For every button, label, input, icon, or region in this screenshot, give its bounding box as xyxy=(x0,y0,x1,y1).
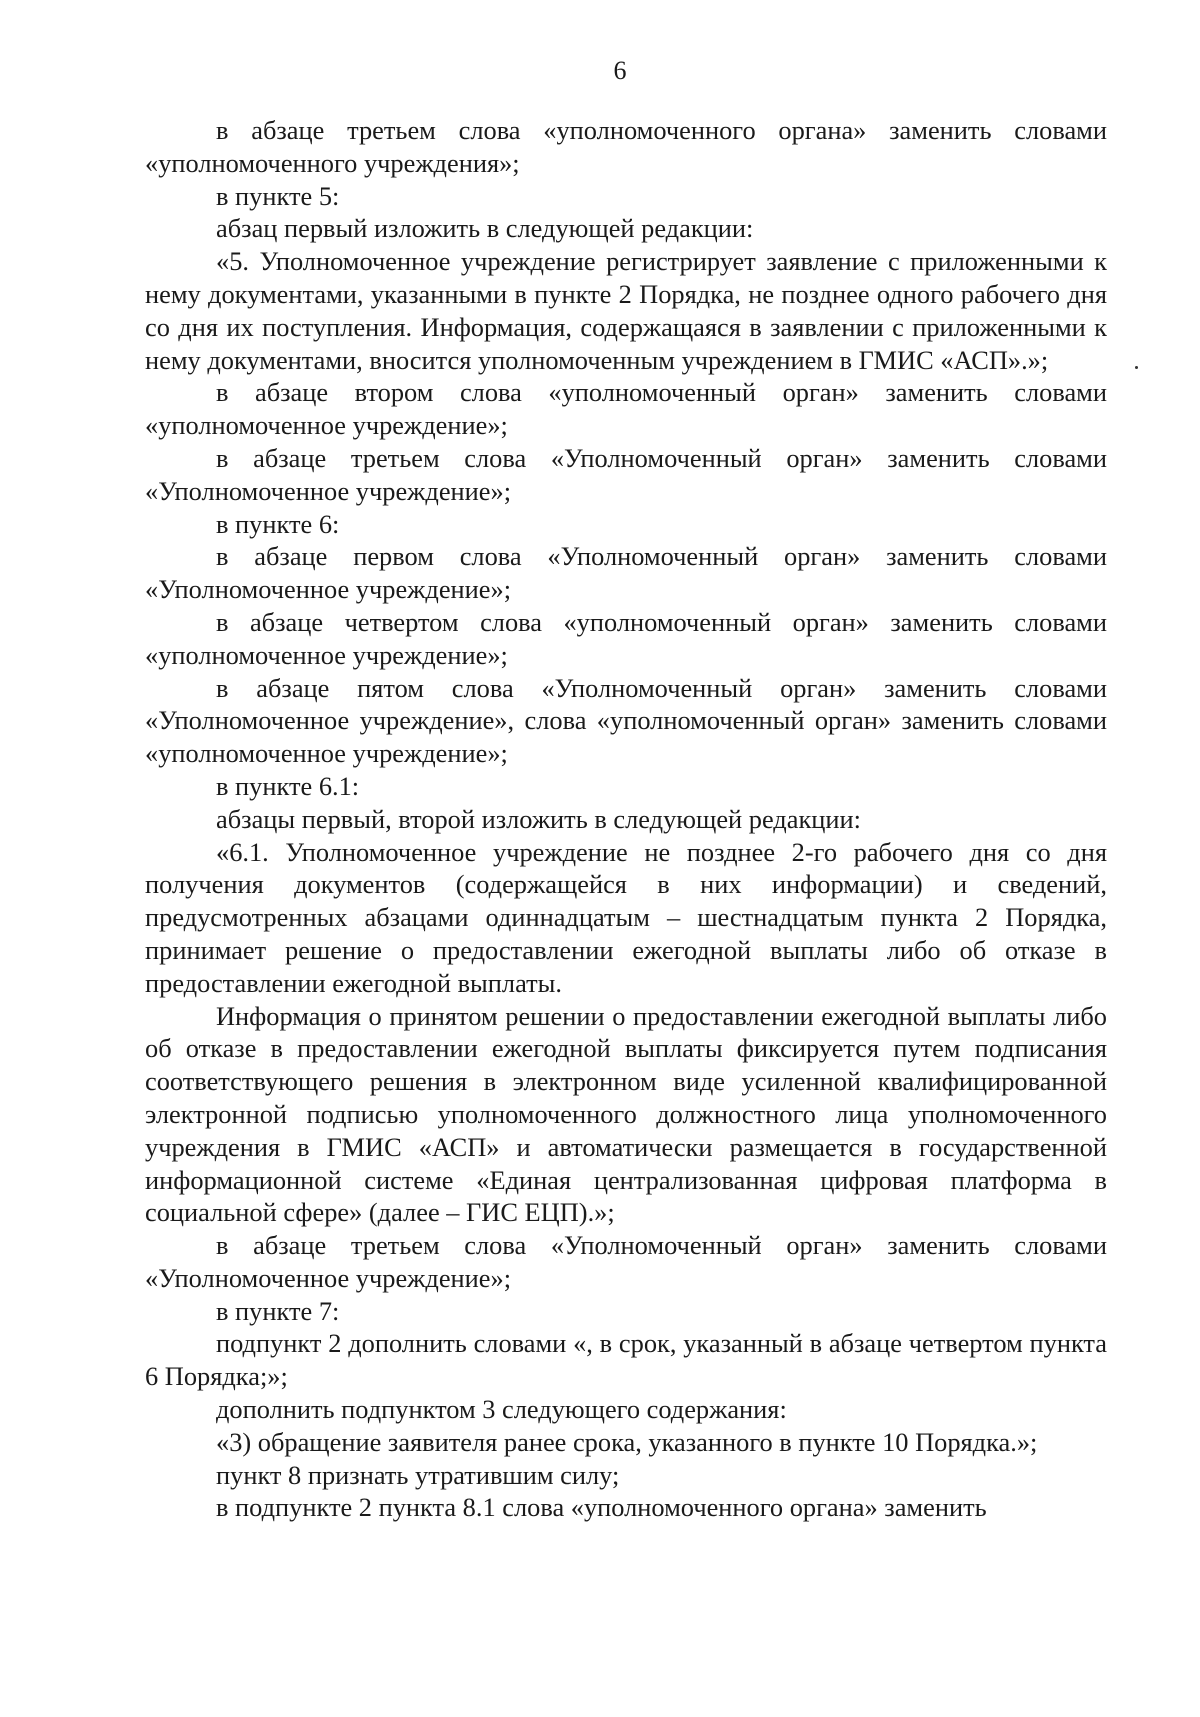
page-number: 6 xyxy=(613,56,627,85)
document-body xyxy=(145,114,1107,1524)
scan-speck xyxy=(1135,366,1138,369)
paragraph: дополнить подпунктом 3 следующего содержания: xyxy=(216,1394,787,1425)
paragraph: в абзаце третьем слова «Уполномоченный орган» заменить словами «Уполномоченное учреждение»; xyxy=(145,1230,1107,1293)
paragraph: пункт 8 признать утратившим силу; xyxy=(216,1459,620,1490)
paragraph: в абзаце третьем слова «уполномоченного органа» заменить словами «уполномоченного учреждения»; xyxy=(145,115,1107,178)
paragraph: в подпункте 2 пункта 8.1 слова «уполномоченного органа» заменить xyxy=(216,1492,987,1523)
paragraph: в абзаце первом слова «Уполномоченный орган» заменить словами «Уполномоченное учреждение»; xyxy=(145,541,1107,605)
paragraph: «3) обращение заявителя ранее срока, указанного в пункте 10 Порядка.»; xyxy=(216,1426,1038,1457)
paragraph: «5. Уполномоченное учреждение регистрирует заявление с приложенными к нему документами, указанными в пункте 2 Порядка, не позднее одного рабочего дня со дня их поступления. Информация, содержащаяся в заявлении с приложенными к нему документами, вносится уполномоченным учреждением в ГМИС «АСП».»; xyxy=(145,246,1107,375)
paragraph: в абзаце третьем слова «Уполномоченный орган» заменить словами «Уполномоченное учреждение»; xyxy=(145,442,1107,506)
paragraph: в пункте 7: xyxy=(216,1295,340,1326)
paragraph: в пункте 6: xyxy=(216,508,340,539)
paragraph: в абзаце пятом слова «Уполномоченный орган» заменить словами «Уполномоченное учреждение», слова «уполномоченный орган» заменить словами «уполномоченное учреждение»; xyxy=(145,672,1107,769)
paragraph: в абзаце четвертом слова «уполномоченный орган» заменить словами «уполномоченное учреждение»; xyxy=(145,606,1107,670)
paragraph: в пункте 5: xyxy=(216,180,340,211)
paragraph: Информация о принятом решении о предоставлении ежегодной выплаты либо об отказе в предоставлении ежегодной выплаты фиксируется путем подписания соответствующего решения в электронном виде усиленной квалифицированной электронной подписью уполномоченного должностного лица уполномоченного учреждения в ГМИС «АСП» и автоматически размещается в государственной информационной системе «Единая централизованная цифровая платформа в социальной сфере» (далее – ГИС ЕЦП).»; xyxy=(145,1000,1107,1228)
paragraph: абзацы первый, второй изложить в следующей редакции: xyxy=(216,803,861,834)
paragraph: абзац первый изложить в следующей редакции: xyxy=(216,213,754,244)
paragraph: в абзаце втором слова «уполномоченный орган» заменить словами «уполномоченное учреждение»; xyxy=(145,377,1107,441)
paragraph: «6.1. Уполномоченное учреждение не позднее 2-го рабочего дня со дня получения документов (содержащейся в них информации) и сведений, предусмотренных абзацами одиннадцатым – шестнадцатым пункта 2 Порядка, принимает решение о предоставлении ежегодной выплаты либо об отказе в предоставлении ежегодной выплаты. xyxy=(145,836,1107,998)
paragraph: в пункте 6.1: xyxy=(216,770,360,801)
paragraph: подпункт 2 дополнить словами «, в срок, указанный в абзаце четвертом пункта 6 Порядка;»; xyxy=(145,1328,1107,1392)
